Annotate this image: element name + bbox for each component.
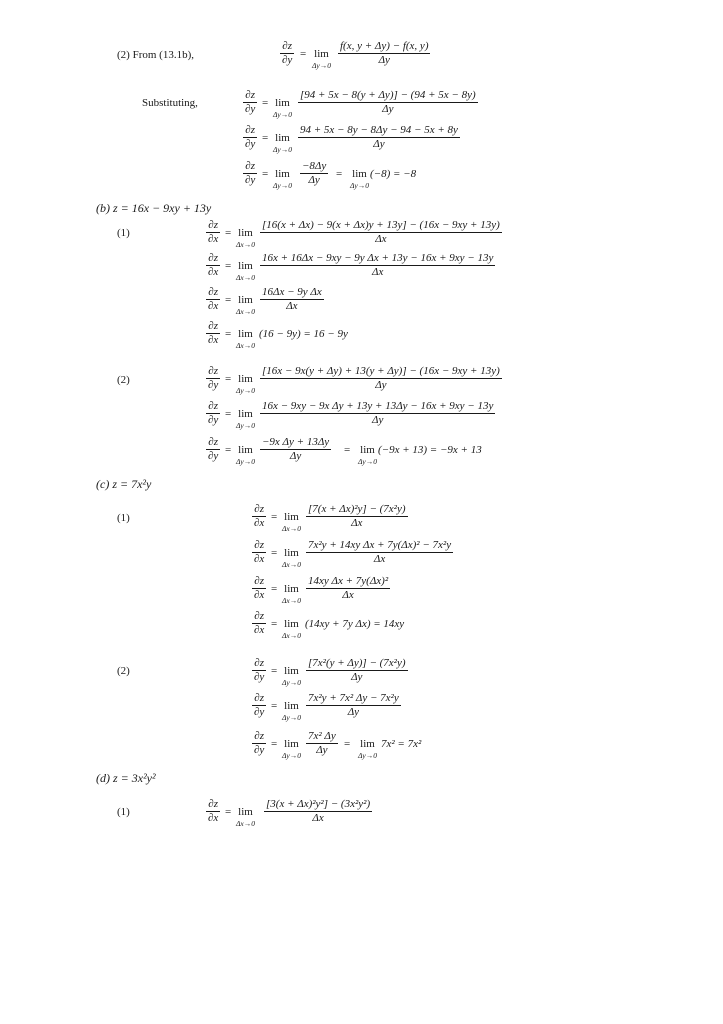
difference-quotient: [16x − 9x(y + Δy) + 13(y + Δy)] − (16x − 9xy + 13y) Δy <box>262 365 500 391</box>
difference-quotient: 7x² Δy Δy <box>308 730 336 756</box>
from-13-1b-label: (2) From (13.1b), <box>117 49 194 61</box>
equals-sign: = <box>300 48 307 60</box>
equals-sign: = <box>225 260 232 272</box>
limit-operator: lim Δy→0 <box>358 444 377 466</box>
limit-operator: lim Δy→0 <box>236 373 255 395</box>
limit-result: (−9x + 13) = −9x + 13 <box>378 444 482 456</box>
difference-quotient: 16x − 9xy − 9x Δy + 13y + 13Δy − 16x + 9xy − 13y Δy <box>262 400 494 426</box>
limit-result: 7x² = 7x² <box>381 738 422 750</box>
limit-operator: lim Δy→0 <box>236 444 255 466</box>
difference-quotient: 94 + 5x − 8y − 8Δy − 94 − 5x + 8y Δy <box>300 124 458 150</box>
equals-sign: = <box>225 444 232 456</box>
difference-quotient: 7x²y + 14xy Δx + 7y(Δx)² − 7x²y Δx <box>308 539 452 565</box>
limit-operator: lim Δx→0 <box>282 583 301 605</box>
partial-z-x: ∂z ∂x <box>208 798 219 824</box>
limit-operator: lim Δx→0 <box>282 618 301 640</box>
limit-operator: lim Δy→0 <box>282 700 301 722</box>
difference-quotient: [3(x + Δx)²y²] − (3x²y²) Δx <box>266 798 371 824</box>
part-b-heading: (b) z = 16x − 9xy + 13y <box>96 201 212 215</box>
limit-operator: lim Δy→0 <box>236 408 255 430</box>
limit-operator: lim Δy→0 <box>273 168 292 190</box>
equals-sign: = <box>336 168 343 180</box>
equals-sign: = <box>344 738 351 750</box>
step-1-label: (1) <box>117 806 130 818</box>
limit-operator: lim Δy→0 <box>273 97 292 119</box>
step-1-label: (1) <box>117 512 130 524</box>
partial-z-x: ∂z ∂x <box>208 252 219 278</box>
partial-z-x: ∂z ∂x <box>208 219 219 245</box>
partial-z-x: ∂z ∂x <box>254 610 265 636</box>
equals-sign: = <box>225 328 232 340</box>
partial-z-y: ∂z ∂y <box>282 40 293 66</box>
equals-sign: = <box>225 373 232 385</box>
difference-quotient: 16Δx − 9y Δx Δx <box>262 286 322 312</box>
difference-quotient: 16x + 16Δx − 9xy − 9y Δx + 13y − 16x + 9xy − 13y Δx <box>262 252 494 278</box>
limit-operator: lim Δx→0 <box>282 511 301 533</box>
equals-sign: = <box>262 132 269 144</box>
limit-result: (−8) = −8 <box>370 168 417 180</box>
equals-sign: = <box>271 738 278 750</box>
limit-operator: lim Δy→0 <box>350 168 369 190</box>
equals-sign: = <box>262 97 269 109</box>
part-c-heading: (c) z = 7x²y <box>96 477 152 491</box>
equals-sign: = <box>271 700 278 712</box>
partial-z-x: ∂z ∂x <box>208 286 219 312</box>
partial-z-x: ∂z ∂x <box>208 320 219 346</box>
difference-quotient: 7x²y + 7x² Δy − 7x²y Δy <box>308 692 399 718</box>
equals-sign: = <box>225 806 232 818</box>
partial-z-y: ∂z ∂y <box>208 400 219 426</box>
step-2-label: (2) <box>117 665 130 677</box>
equals-sign: = <box>225 227 232 239</box>
partial-z-y: ∂z ∂y <box>245 89 256 115</box>
difference-quotient: [94 + 5x − 8(y + Δy)] − (94 + 5x − 8y) Δy <box>300 89 476 115</box>
limit-operator: lim Δy→0 <box>273 132 292 154</box>
partial-z-x: ∂z ∂x <box>254 539 265 565</box>
limit-operator: lim Δy→0 <box>282 665 301 687</box>
equals-sign: = <box>271 511 278 523</box>
step-1-label: (1) <box>117 227 130 239</box>
limit-operator: lim Δx→0 <box>236 294 255 316</box>
equals-sign: = <box>225 294 232 306</box>
difference-quotient: [7x²(y + Δy)] − (7x²y) Δy <box>308 657 406 683</box>
difference-quotient: [16(x + Δx) − 9(x + Δx)y + 13y] − (16x − 9xy + 13y) Δx <box>262 219 500 245</box>
partial-z-y: ∂z ∂y <box>245 160 256 186</box>
partial-z-y: ∂z ∂y <box>245 124 256 150</box>
limit-result: (16 − 9y) = 16 − 9y <box>259 328 348 340</box>
partial-z-y: ∂z ∂y <box>208 365 219 391</box>
limit-operator: lim Δx→0 <box>236 227 255 249</box>
equals-sign: = <box>271 583 278 595</box>
limit-operator: lim Δx→0 <box>282 547 301 569</box>
partial-z-x: ∂z ∂x <box>254 503 265 529</box>
equals-sign: = <box>271 547 278 559</box>
step-2-label: (2) <box>117 374 130 386</box>
limit-operator: lim Δy→0 <box>312 48 331 70</box>
partial-z-y: ∂z ∂y <box>208 436 219 462</box>
equals-sign: = <box>271 618 278 630</box>
partial-z-y: ∂z ∂y <box>254 657 265 683</box>
limit-operator: lim Δy→0 <box>358 738 377 760</box>
difference-quotient: 14xy Δx + 7y(Δx)² Δx <box>308 575 389 601</box>
equals-sign: = <box>271 665 278 677</box>
difference-quotient: −8Δy Δy <box>302 160 327 186</box>
part-d-heading: (d) z = 3x²y² <box>96 771 156 785</box>
partial-z-y: ∂z ∂y <box>254 692 265 718</box>
limit-operator: lim Δx→0 <box>236 806 255 828</box>
equals-sign: = <box>262 168 269 180</box>
limit-operator: lim Δx→0 <box>236 260 255 282</box>
difference-quotient: f(x, y + Δy) − f(x, y) Δy <box>340 40 429 66</box>
equals-sign: = <box>225 408 232 420</box>
partial-z-y: ∂z ∂y <box>254 730 265 756</box>
difference-quotient: −9x Δy + 13Δy Δy <box>262 436 330 462</box>
equals-sign: = <box>344 444 351 456</box>
limit-result: (14xy + 7y Δx) = 14xy <box>305 618 405 630</box>
partial-z-x: ∂z ∂x <box>254 575 265 601</box>
substituting-label: Substituting, <box>142 97 198 109</box>
limit-operator: lim Δy→0 <box>282 738 301 760</box>
limit-operator: lim Δx→0 <box>236 328 255 350</box>
difference-quotient: [7(x + Δx)²y] − (7x²y) Δx <box>308 503 406 529</box>
